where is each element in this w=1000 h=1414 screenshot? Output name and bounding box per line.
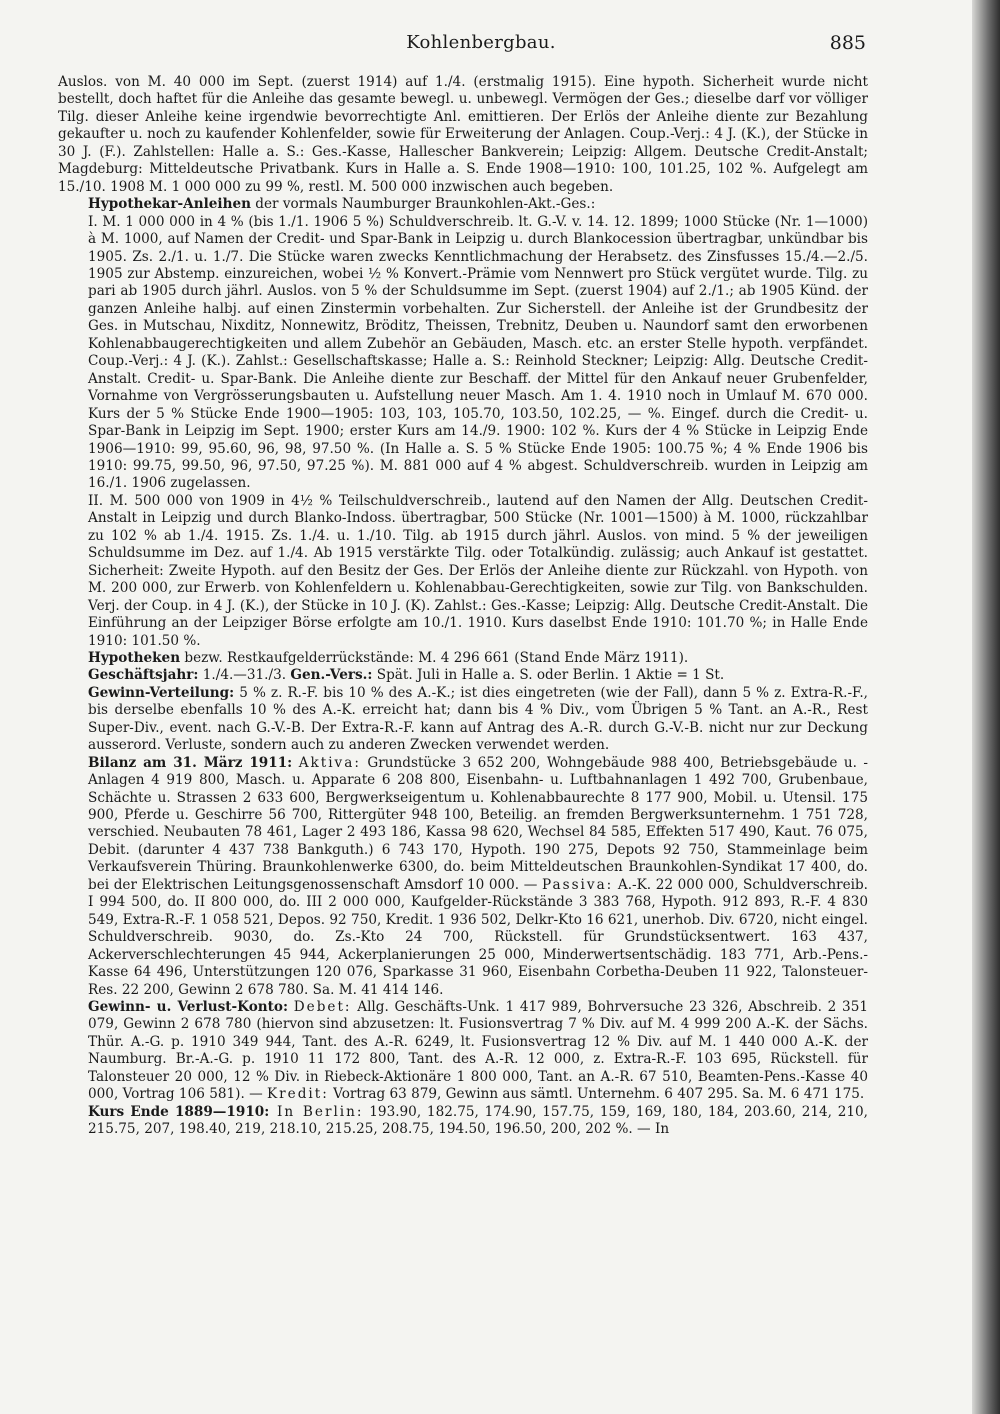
paragraph-text: II. M. 500 000 von 1909 in 4½ % Teilschuldverschreib., lautend auf den Namen der Allg. Deutschen Credit-Anstalt in Leipzig und durch Blanko-Indoss. übertragbar, 500 Stücke (Nr. 1001—1500) à M. 1000, rückzahlbar zu 102 % ab 1./4. 1915. Zs. 1./4. u. 1./10. Tilg. ab 1915 durch jährl. Auslos. von mind. 5 % der jeweiligen Schuldsumme im Dez. auf 1./4. Ab 1915 verstärkte Tilg. oder Totalkündig. zulässig; auch Ankauf ist gestattet. Sicherheit: Zweite Hypoth. auf den Besitz der Ges. Der Erlös der Anleihe diente zur Rückzahl. von Hypoth. von M. 200 000, zur Erwerb. von Kohlenfeldern u. Kohlenabbau-Gerechtigkeiten, sowie zur Tilg. von Bankschulden. Verj. der Coup. in 4 J. (K.), der Stücke in 10 J. (K). Zahlst.: Ges.-Kasse; Leipzig: Allg. Deutsche Credit-Anstalt. Die Einführung an der Leipziger Börse erfolgte am 10./1. 1910. Kurs daselbst Ende 1910: 101.70 %; in Halle Ende 1910: 101.50 %. (88, 492, 868, 649)
section-heading: Geschäftsjahr: (88, 667, 199, 684)
label-kredit: Kredit: (267, 1086, 329, 1103)
paragraph-text: 1./4.—31./3. (198, 667, 291, 684)
section-heading: Gewinn-Verteilung: (88, 684, 235, 701)
page-title: Kohlenbergbau. (406, 32, 556, 53)
paragraph-kurs (58, 1104, 868, 1139)
paragraph-text: I. M. 1 000 000 in 4 % (bis 1./1. 1906 5 %) Schuldverschreib. lt. G.-V. v. 14. 12. 1899; 1000 Stücke (Nr. 1—1000) à M. 1000, auf Namen der Credit- und Spar-Bank in Leipzig u. durch Blankocession übertragbar, unkündbar bis 1905. Zs. 2./1. u. 1./7. Die Stücke waren zwecks Kenntlichmachung der Herabsetz. des Zinsfusses 15./4.—2./5. 1905 zur Abstemp. einzureichen, wobei ½ % Konvert.-Prämie vom Nennwert pro Stück vergütet wurde. Tilg. zu pari ab 1905 durch jährl. Auslos. von 5 % der Schuldsumme im Sept. (zuerst 1904) auf 2./1.; ab 1905 Künd. der ganzen Anleihe halbj. auf einen Zinstermin vorbehalten. Zur Sicherstell. der Anleihe ist der Grundbesitz der Ges. in Mutschau, Nixditz, Nonnewitz, Bröditz, Theissen, Trebnitz, Deuben u. Naundorf samt den erworbenen Kohlenabbaugerechtigkeiten und allem Zubehör an Gebäuden, Masch. etc. an erster Stelle hypoth. verpfändet. Coup.-Verj.: 4 J. (K.). Zahlst.: Gesellschaftskasse; Halle a. S.: Reinhold Steckner; Leipzig: Allg. Deutsche Credit-Anstalt. Credit- u. Spar-Bank. Die Anleihe diente zur Beschaff. der Mittel für den Ankauf neuer Grubenfelder, Vornahme von Vergrösserungsbauten u. Aufstellung neuer Masch. Am 1. 4. 1910 noch in Umlauf M. 670 000. Kurs der 5 % Stücke Ende 1900—1905: 103, 103, 105.70, 103.50, 102.25, — %. Eingef. durch die Credit- u. Spar-Bank in Leipzig im Sept. 1900; erster Kurs am 14./9. 1900: 102 %. Kurs der 4 % Stücke in Leipzig Ende 1906—1910: 99, 95.60, 96, 98, 97.50 %. (In Halle a. S. 5 % Stücke Ende 1905: 100.75 %; 4 % Ende 1906 bis 1910: 99.75, 99.50, 96, 97.50, 97.25 %). M. 881 000 auf 4 % abgest. Schuldverschreib. wurden in Leipzig am 16./1. 1906 zugelassen. (88, 213, 868, 492)
paragraph-text: Allg. Geschäfts-Unk. 1 417 989, Bohrversuche 23 326, Abschreib. 2 351 079, Gewinn 2 678 780 (hiervon sind abzusetzen: lt. Fusionsvertrag 7 % Div. auf M. 4 999 200 A.-K. der Sächs. Thür. A.-G. p. 1910 349 944, Tant. des A.-R. 6249, lt. Fusionsvertrag 12 % Div. auf M. 1 440 000 A.-K. der Naumburg. Br.-A.-G. p. 1910 11 172 800, Tant. des A.-R. 12 000, z. Extra-R.-F. 103 695, Rückstell. für Talonsteuer 20 000, 12 % Div. in Riebeck-Aktionäre 1 800 000, Tant. an A.-R. 67 510, Beamten-Pens.-Kasse 40 000, Vortrag 106 581). — (88, 999, 868, 1103)
label-aktiva: Aktiva: (298, 754, 361, 771)
section-heading-2: Gen.-Vers.: (290, 667, 373, 684)
paragraph-hypothekar-heading (58, 196, 868, 213)
paragraph-text: Grundstücke 3 652 200, Wohngebäude 988 400, Betriebsgebäude u. -Anlagen 4 919 800, Masch. u. Apparate 6 208 800, Eisenbahn- u. Luftbahnanlagen 1 492 700, Grubenbaue, Schächte u. Strassen 2 633 600, Bergwerkseigentum u. Kohlenabbaurechte 8 177 900, Mobil. u. Utensil. 175 900, Pferde u. Geschirre 56 700, Rittergüter 948 100, Beteilig. an fremden Bergwerksunternehm. 1 751 728, verschied. Neubauten 78 461, Lager 2 493 186, Kassa 98 620, Wechsel 84 585, Effekten 517 490, Kaut. 76 075, Debit. (darunter 4 437 738 Bankguth.) 6 743 170, Hypoth. 190 275, Depots 92 750, Stammeinlage beim Verkaufsverein Thüring. Braunkohlenwerke 6300, do. beim Mitteldeutschen Braunkohlen-Syndikat 17 400, do. bei der Elektrischen Leitungsgenossenschaft Amsdorf 10 000. — (88, 754, 868, 893)
running-head (96, 32, 866, 58)
paragraph-text: bezw. Restkaufgelderrückstände: M. 4 296 661 (Stand Ende März 1911). (180, 649, 689, 666)
paragraph-text: 193.90, 182.75, 174.90, 157.75, 159, 169, 180, 184, 203.60, 214, 210, 215.75, 207, 198.40, 219, 218.10, 215.25, 208.75, 194.50, 196.50, 200, 202 %. — In (88, 1103, 868, 1138)
label-debet: Debet: (293, 999, 352, 1016)
paragraph-geschaeftsjahr (58, 667, 868, 684)
paragraph-gewinn-verlust (58, 999, 868, 1104)
paragraph-text: 5 % z. R.-F. bis 10 % des A.-K.; ist dies eingetreten (wie der Fall), dann 5 % z. Extra-R.-F., bis derselbe ebenfalls 10 % des A.-K. erreicht hat; dann bis 4 % Div., vom Übrigen 5 % Tant. an A.-R., Rest Super-Div., event. nach G.-V.-B. Der Extra-R.-F. kann auf Antrag des A.-R. durch G.-V.-B. nicht nur zur Deckung ausserord. Verluste, sondern auch zu anderen Zwecken verwendet werden. (88, 684, 868, 754)
paragraph-hypotheken (58, 650, 868, 667)
paragraph-text: Auslos. von M. 40 000 im Sept. (zuerst 1914) auf 1./4. (erstmalig 1915). Eine hypoth. Sicherheit wurde nicht bestellt, doch haftet für die Anleihe das gesamte bewegl. u. unbewegl. Vermögen der Ges.; dieselbe darf vor völliger Tilg. dieser Anleihe keine irgendwie bevorrechtigte Anl. emittieren. Der Erlös der Anleihe diente zur Bezahlung gekaufter u. noch zu kaufender Kohlenfelder, sowie für Erweiterung der Anlagen. Coup.-Verj.: 4 J. (K.), der Stücke in 30 J. (F.). Zahlstellen: Halle a. S.: Ges.-Kasse, Hallescher Bankverein; Leipzig: Allgem. Deutsche Credit-Anstalt; Magdeburg: Mitteldeutsche Privatbank. Kurs in Halle a. S. Ende 1908—1910: 100, 101.25, 102 %. Aufgelegt am 15./10. 1908 M. 1 000 000 zu 99 %, restl. M. 500 000 inzwischen auch begeben. (58, 74, 868, 195)
paragraph-anleihe-i (58, 214, 868, 493)
paragraph-text: der vormals Naumburger Braunkohlen-Akt.-Ges.: (250, 196, 596, 213)
paragraph-text-2: Vortrag 63 879, Gewinn aus sämtl. Unternehm. 6 407 295. Sa. M. 6 471 175. (328, 1086, 865, 1103)
section-heading: Bilanz am 31. März 1911: (88, 754, 293, 771)
paragraph-auslos (58, 74, 868, 196)
label-passiva: Passiva: (541, 876, 614, 893)
section-heading: Hypothekar-Anleihen (88, 196, 251, 213)
label-berlin: In Berlin: (269, 1103, 364, 1120)
section-heading: Hypotheken (88, 649, 181, 666)
paragraph-text-2: A.-K. 22 000 000, Schuldverschreib. I 994 500, do. II 800 000, do. III 2 000 000, Kaufgelder-Rückstände 3 383 768, Hypoth. 912 893, R.-F. 4 830 549, Extra-R.-F. 1 058 521, Depos. 92 750, Kredit. 1 936 502, Delkr-Kto 16 621, unerhob. Div. 6720, nicht eingel. Schuldverschreib. 9030, do. Zs.-Kto 24 700, Rückstell. für Grundstücksentwert. 163 437, Ackerverschlechterungen 45 944, Ackerplanierungen 25 000, Minderwertsentschädig. 183 771, Arb.-Pens.-Kasse 64 496, Unterstützungen 120 076, Sparkasse 31 960, Eisenbahn Corbetha-Deuben 11 922, Talonsteuer-Res. 22 200, Gewinn 2 678 780. Sa. M. 41 414 146. (88, 876, 869, 998)
section-heading: Kurs Ende 1889—1910: (88, 1103, 270, 1120)
paragraph-bilanz (58, 755, 868, 999)
section-heading: Gewinn- u. Verlust-Konto: (88, 999, 289, 1016)
paragraph-gewinn-verteilung (58, 685, 868, 755)
page-edge-shadow (972, 0, 1000, 1414)
page-number: 885 (829, 32, 866, 54)
paragraph-anleihe-ii (58, 493, 868, 650)
body-text (58, 74, 868, 1139)
paragraph-text-2: Spät. Juli in Halle a. S. oder Berlin. 1 Aktie = 1 St. (372, 667, 725, 684)
